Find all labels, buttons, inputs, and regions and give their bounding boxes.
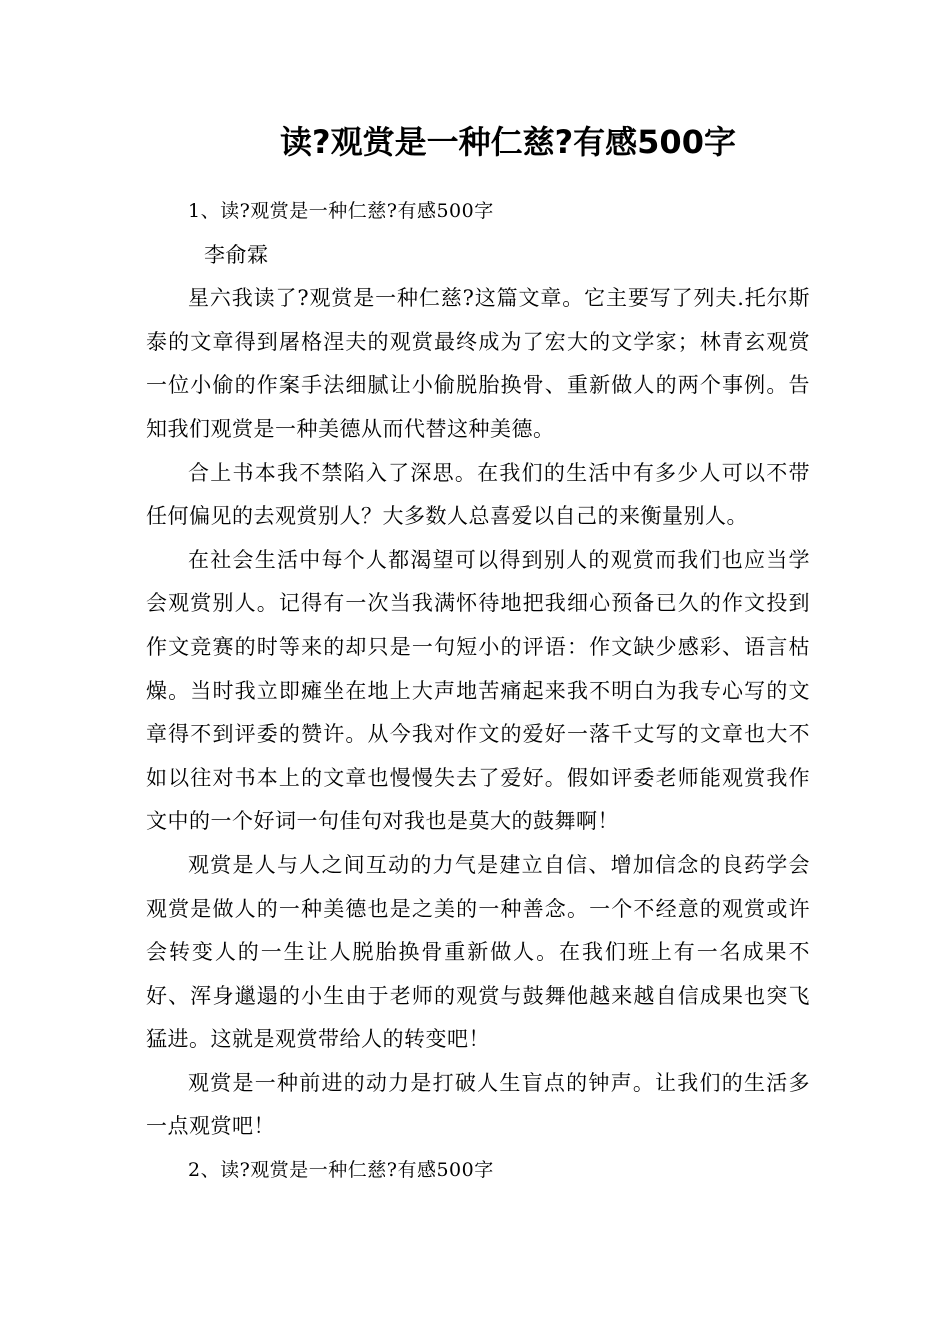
paragraph: 在社会生活中每个人都渴望可以得到别人的观赏而我们也应当学会观赏别人。记得有一次当我满怀待地把我细心预备已久的作文投到作文竞赛的时等来的却只是一句短小的评语：作文缺少感彩、语言枯燥。当时我立即瘫坐在地上大声地苦痛起来我不明白为我专心写的文章得不到评委的赞许。从今我对作文的爱好一落千丈写的文章也大不如以往对书本上的文章也慢慢失去了爱好。假如评委老师能观赏我作文中的一个好词一句佳句对我也是莫大的鼓舞啊！ <box>146 547 810 834</box>
author-name: 李俞霖 <box>204 242 269 267</box>
section-heading-2: 2、读?观赏是一种仁慈?有感500字 <box>188 1159 494 1182</box>
paragraph: 合上书本我不禁陷入了深思。在我们的生活中有多少人可以不带任何偏见的去观赏别人？大多数人总喜爱以自己的来衡量别人。 <box>146 460 810 529</box>
paragraph: 观赏是人与人之间互动的力气是建立自信、增加信念的良药学会观赏是做人的一种美德也是之美的一种善念。一个不经意的观赏或许会转变人的一生让人脱胎换骨重新做人。在我们班上有一名成果不好、浑身邋遢的小生由于老师的观赏与鼓舞他越来越自信成果也突飞猛进。这就是观赏带给人的转变吧！ <box>146 852 810 1052</box>
paragraph: 星六我读了?观赏是一种仁慈?这篇文章。它主要写了列夫.托尔斯泰的文章得到屠格涅夫的观赏最终成为了宏大的文学家；林青玄观赏一位小偷的作案手法细腻让小偷脱胎换骨、重新做人的两个事例。告知我们观赏是一种美德从而代替这种美德。 <box>146 286 810 441</box>
paragraph: 观赏是一种前进的动力是打破人生盲点的钟声。让我们的生活多一点观赏吧！ <box>146 1070 810 1139</box>
document-title: 读?观赏是一种仁慈?有感500字 <box>280 123 736 161</box>
document-body <box>146 190 810 1193</box>
section-heading-1: 1、读?观赏是一种仁慈?有感500字 <box>188 200 494 222</box>
